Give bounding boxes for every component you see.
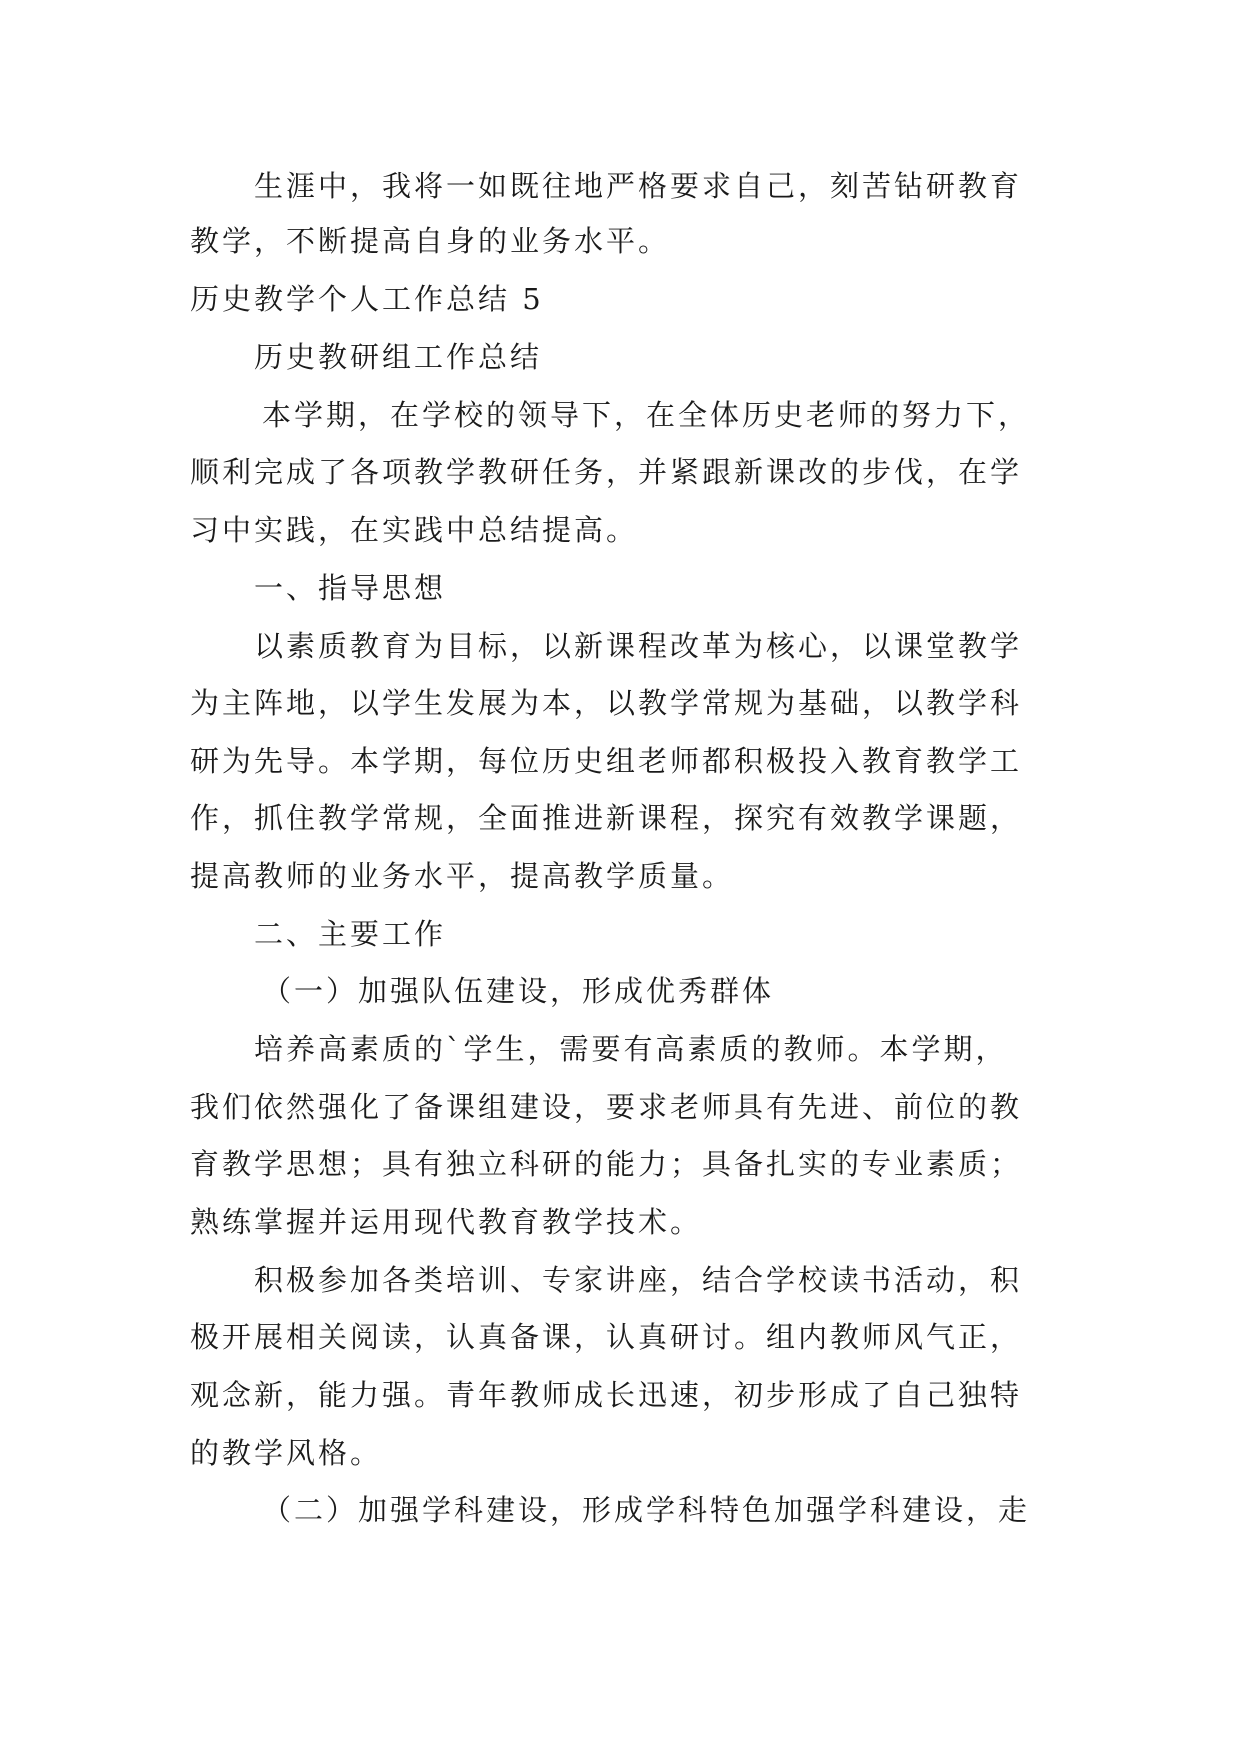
paragraph-line: 提高教师的业务水平，提高教学质量。 [190,859,735,893]
paragraph-line: 极开展相关阅读，认真备课，认真研讨。组内教师风气正， [190,1320,1023,1354]
paragraph-line: 教学，不断提高自身的业务水平。 [190,224,671,258]
paragraph-line: 我们依然强化了备课组建设，要求老师具有先进、前位的教 [190,1090,1023,1124]
paragraph-line: 习中实践，在实践中总结提高。 [190,513,639,547]
paragraph-line: 熟练掌握并运用现代教育教学技术。 [190,1205,703,1239]
section-heading: 历史教学个人工作总结 5 [190,282,544,316]
subheading: （二）加强学科建设，形成学科特色加强学科建设，走 [262,1493,1031,1527]
paragraph-line: 的教学风格。 [190,1436,383,1470]
subheading: （一）加强队伍建设，形成优秀群体 [262,974,775,1008]
paragraph-line: 以素质教育为目标，以新课程改革为核心，以课堂教学 [254,629,1023,663]
paragraph-line: 积极参加各类培训、专家讲座，结合学校读书活动，积 [254,1263,1023,1297]
paragraph-line: 为主阵地，以学生发展为本，以教学常规为基础，以教学科 [190,686,1023,720]
paragraph-line: 培养高素质的`学生，需要有高素质的教师。本学期， [254,1032,1008,1066]
subheading: 一、指导思想 [254,571,447,605]
paragraph-line: 本学期，在学校的领导下，在全体历史老师的努力下， [262,398,1031,432]
paragraph-line: 研为先导。本学期，每位历史组老师都积极投入教育教学工 [190,744,1023,778]
document-title: 历史教研组工作总结 [254,340,543,374]
paragraph-line: 生涯中，我将一如既往地严格要求自己，刻苦钻研教育 [254,169,1023,203]
paragraph-line: 育教学思想；具有独立科研的能力；具备扎实的专业素质； [190,1147,1023,1181]
paragraph-line: 作，抓住教学常规，全面推进新课程，探究有效教学课题， [190,801,1023,835]
subheading: 二、主要工作 [254,917,447,951]
paragraph-line: 观念新，能力强。青年教师成长迅速，初步形成了自己独特 [190,1378,1023,1412]
paragraph-line: 顺利完成了各项教学教研任务，并紧跟新课改的步伐，在学 [190,455,1023,489]
